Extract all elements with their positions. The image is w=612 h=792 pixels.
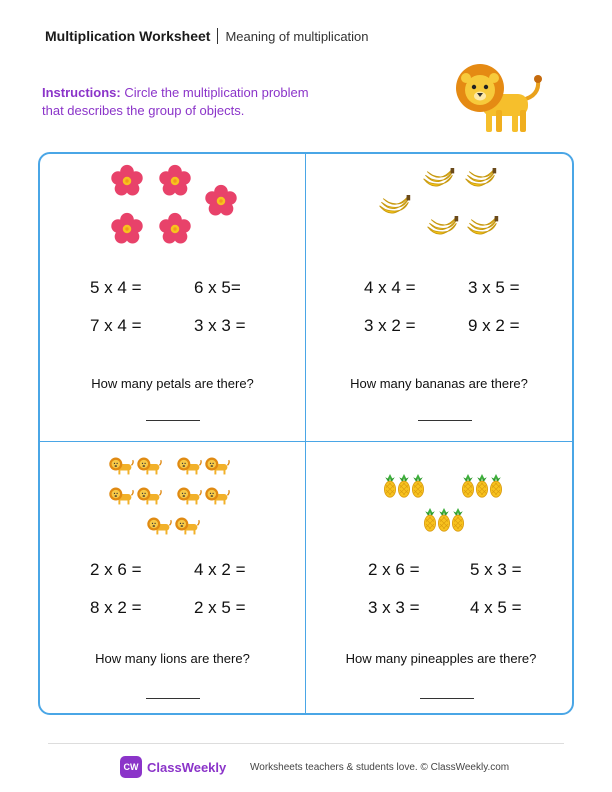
instructions	[42, 84, 342, 120]
classweekly-logo-icon: CW	[120, 756, 142, 778]
question-text: How many bananas are there?	[350, 376, 528, 391]
problem-option[interactable]: 2 x 5 =	[194, 598, 246, 617]
lion-group	[108, 456, 238, 542]
problem-option[interactable]: 3 x 2 =	[364, 316, 416, 335]
banana-icon	[420, 168, 456, 195]
flower-icon	[158, 212, 192, 246]
flower-icon	[204, 184, 238, 218]
lion-icon	[176, 486, 202, 506]
answer-blank[interactable]	[420, 698, 474, 699]
footer-divider	[48, 743, 564, 744]
worksheet-header	[45, 28, 369, 44]
flower-icon	[110, 164, 144, 198]
problem-option[interactable]: 3 x 3 =	[194, 316, 246, 335]
instructions-line1: Circle the multiplication problem	[120, 85, 309, 100]
problem-option[interactable]: 3 x 3 =	[368, 598, 420, 617]
lion-icon	[108, 456, 134, 476]
lion-mascot-icon	[452, 60, 544, 136]
worksheet-title: Multiplication Worksheet	[45, 28, 211, 44]
footer-tagline: Worksheets teachers & students love. © ClassWeekly.com	[250, 762, 510, 773]
header-divider	[217, 28, 218, 44]
banana-icon	[462, 168, 498, 195]
lion-icon	[146, 516, 172, 536]
lion-icon	[204, 456, 230, 476]
problem-option[interactable]: 9 x 2 =	[468, 316, 520, 335]
horizontal-divider	[39, 441, 573, 442]
problem-option[interactable]: 3 x 5 =	[468, 278, 520, 297]
problem-option[interactable]: 6 x 5=	[194, 278, 241, 297]
instructions-line2: that describes the group of objects.	[42, 103, 245, 118]
problem-option[interactable]: 8 x 2 =	[90, 598, 142, 617]
banana-group	[376, 168, 502, 248]
problem-option[interactable]: 7 x 4 =	[90, 316, 142, 335]
flower-group	[108, 164, 248, 248]
lion-icon	[174, 516, 200, 536]
lion-icon	[136, 456, 162, 476]
vertical-divider	[305, 153, 306, 714]
question-text: How many petals are there?	[91, 376, 254, 391]
pineapple-icon	[410, 474, 426, 498]
lion-icon	[204, 486, 230, 506]
banana-icon	[424, 216, 460, 243]
answer-blank[interactable]	[418, 420, 472, 421]
pineapple-icon	[488, 474, 504, 498]
question-text: How many lions are there?	[95, 651, 250, 666]
answer-blank[interactable]	[146, 420, 200, 421]
pineapple-icon	[450, 508, 466, 532]
problem-option[interactable]: 5 x 4 =	[90, 278, 142, 297]
problem-option[interactable]: 5 x 3 =	[470, 560, 522, 579]
lion-icon	[136, 486, 162, 506]
flower-icon	[158, 164, 192, 198]
pineapple-group	[382, 474, 512, 536]
brand-name: ClassWeekly	[147, 760, 227, 775]
answer-blank[interactable]	[146, 698, 200, 699]
worksheet-subtitle: Meaning of multiplication	[225, 29, 369, 44]
problem-option[interactable]: 4 x 4 =	[364, 278, 416, 297]
lion-icon	[108, 486, 134, 506]
flower-icon	[110, 212, 144, 246]
banana-icon	[376, 195, 412, 222]
problem-option[interactable]: 2 x 6 =	[90, 560, 142, 579]
problem-option[interactable]: 4 x 5 =	[470, 598, 522, 617]
banana-icon	[464, 216, 500, 243]
problem-option[interactable]: 4 x 2 =	[194, 560, 246, 579]
lion-icon	[176, 456, 202, 476]
problem-option[interactable]: 2 x 6 =	[368, 560, 420, 579]
instructions-lead: Instructions:	[42, 85, 121, 100]
question-text: How many pineapples are there?	[345, 651, 537, 666]
